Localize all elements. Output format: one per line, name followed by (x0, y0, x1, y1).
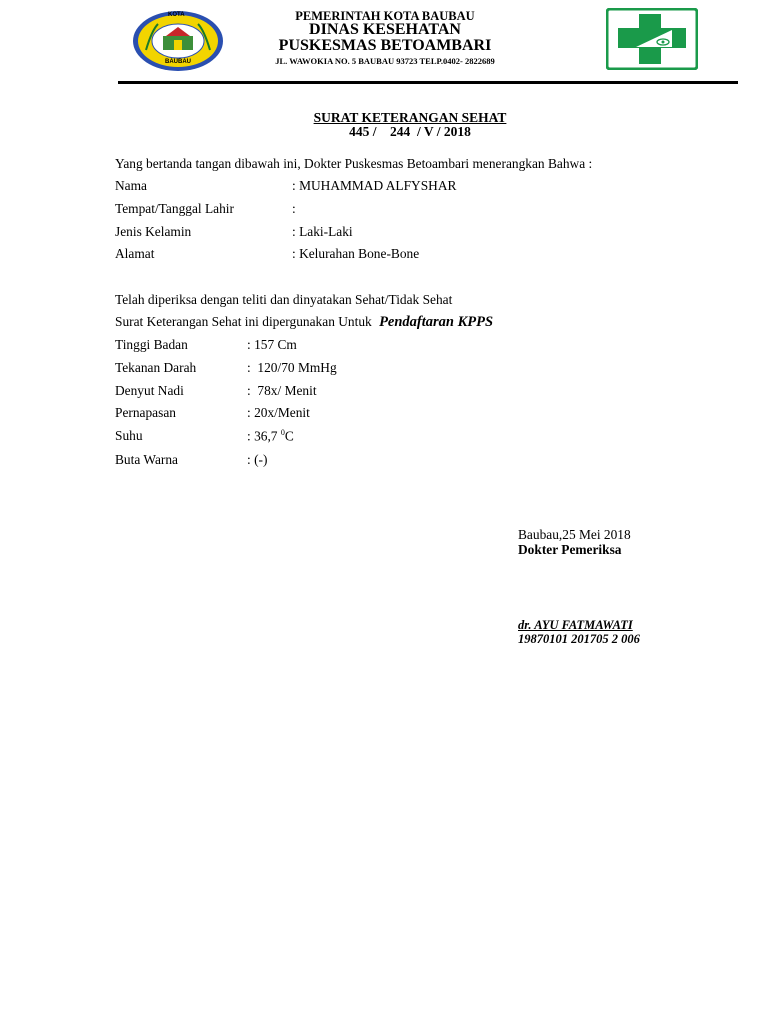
purpose-value: Pendaftaran KPPS (379, 314, 494, 330)
document-title: SURAT KETERANGAN SEHAT (313, 110, 507, 125)
identity-label: Nama (115, 178, 147, 193)
exam-value: : 157 Cm (247, 337, 297, 352)
logo-text-top: KOTA (168, 12, 185, 18)
purpose-statement (115, 314, 493, 331)
exam-value: : (-) (247, 452, 268, 467)
exam-value: : 20x/Menit (247, 405, 310, 420)
exam-label: Denyut Nadi (115, 383, 184, 398)
exam-label: Buta Warna (115, 452, 179, 467)
logo-text-bottom: BAUBAU (165, 59, 191, 65)
identity-value: : Laki-Laki (292, 224, 353, 239)
header-government: PEMERINTAH KOTA BAUBAU (295, 9, 475, 23)
identity-value: : (292, 201, 296, 216)
purpose-prefix: Surat Keterangan Sehat ini dipergunakan Untuk (115, 314, 372, 329)
exam-label: Suhu (115, 428, 143, 443)
identity-value: : MUHAMMAD ALFYSHAR (292, 178, 457, 193)
header-clinic: PUSKESMAS BETOAMBARI (278, 37, 492, 54)
identity-label: Alamat (115, 246, 155, 261)
identity-label: Jenis Kelamin (115, 224, 192, 239)
place-date: Baubau,25 Mei 2018 (518, 527, 631, 542)
header-divider (118, 81, 738, 84)
identity-label: Tempat/Tanggal Lahir (115, 201, 234, 216)
temperature-unit: C (284, 428, 294, 444)
identity-value: : Kelurahan Bone-Bone (292, 246, 420, 261)
doctor-name: dr. AYU FATMAWATI (518, 618, 633, 632)
degree-superscript: 0 (280, 428, 285, 437)
temperature-value: : 36,7 (247, 428, 281, 444)
exam-value (247, 428, 294, 444)
exam-value: : 78x/ Menit (247, 383, 317, 398)
doctor-nip: 19870101 201705 2 006 (518, 632, 640, 646)
exam-value: : 120/70 MmHg (247, 360, 337, 375)
examination-statement: Telah diperiksa dengan teliti dan dinyatakan Sehat/Tidak Sehat (115, 292, 453, 307)
intro-text: Yang bertanda tangan dibawah ini, Dokter Puskesmas Betoambari menerangkan Bahwa : (115, 156, 593, 171)
signer-role: Dokter Pemeriksa (518, 542, 622, 557)
exam-label: Tinggi Badan (115, 337, 188, 352)
health-center-logo (606, 8, 698, 70)
header-department: DINAS KESEHATAN (309, 21, 461, 38)
header-address: JL. WAWOKIA NO. 5 BAUBAU 93723 TELP.0402- 2822689 (275, 56, 495, 66)
exam-label: Pernapasan (115, 405, 176, 420)
exam-label: Tekanan Darah (115, 360, 197, 375)
document-number: 445 / 244 / V / 2018 (349, 124, 471, 139)
